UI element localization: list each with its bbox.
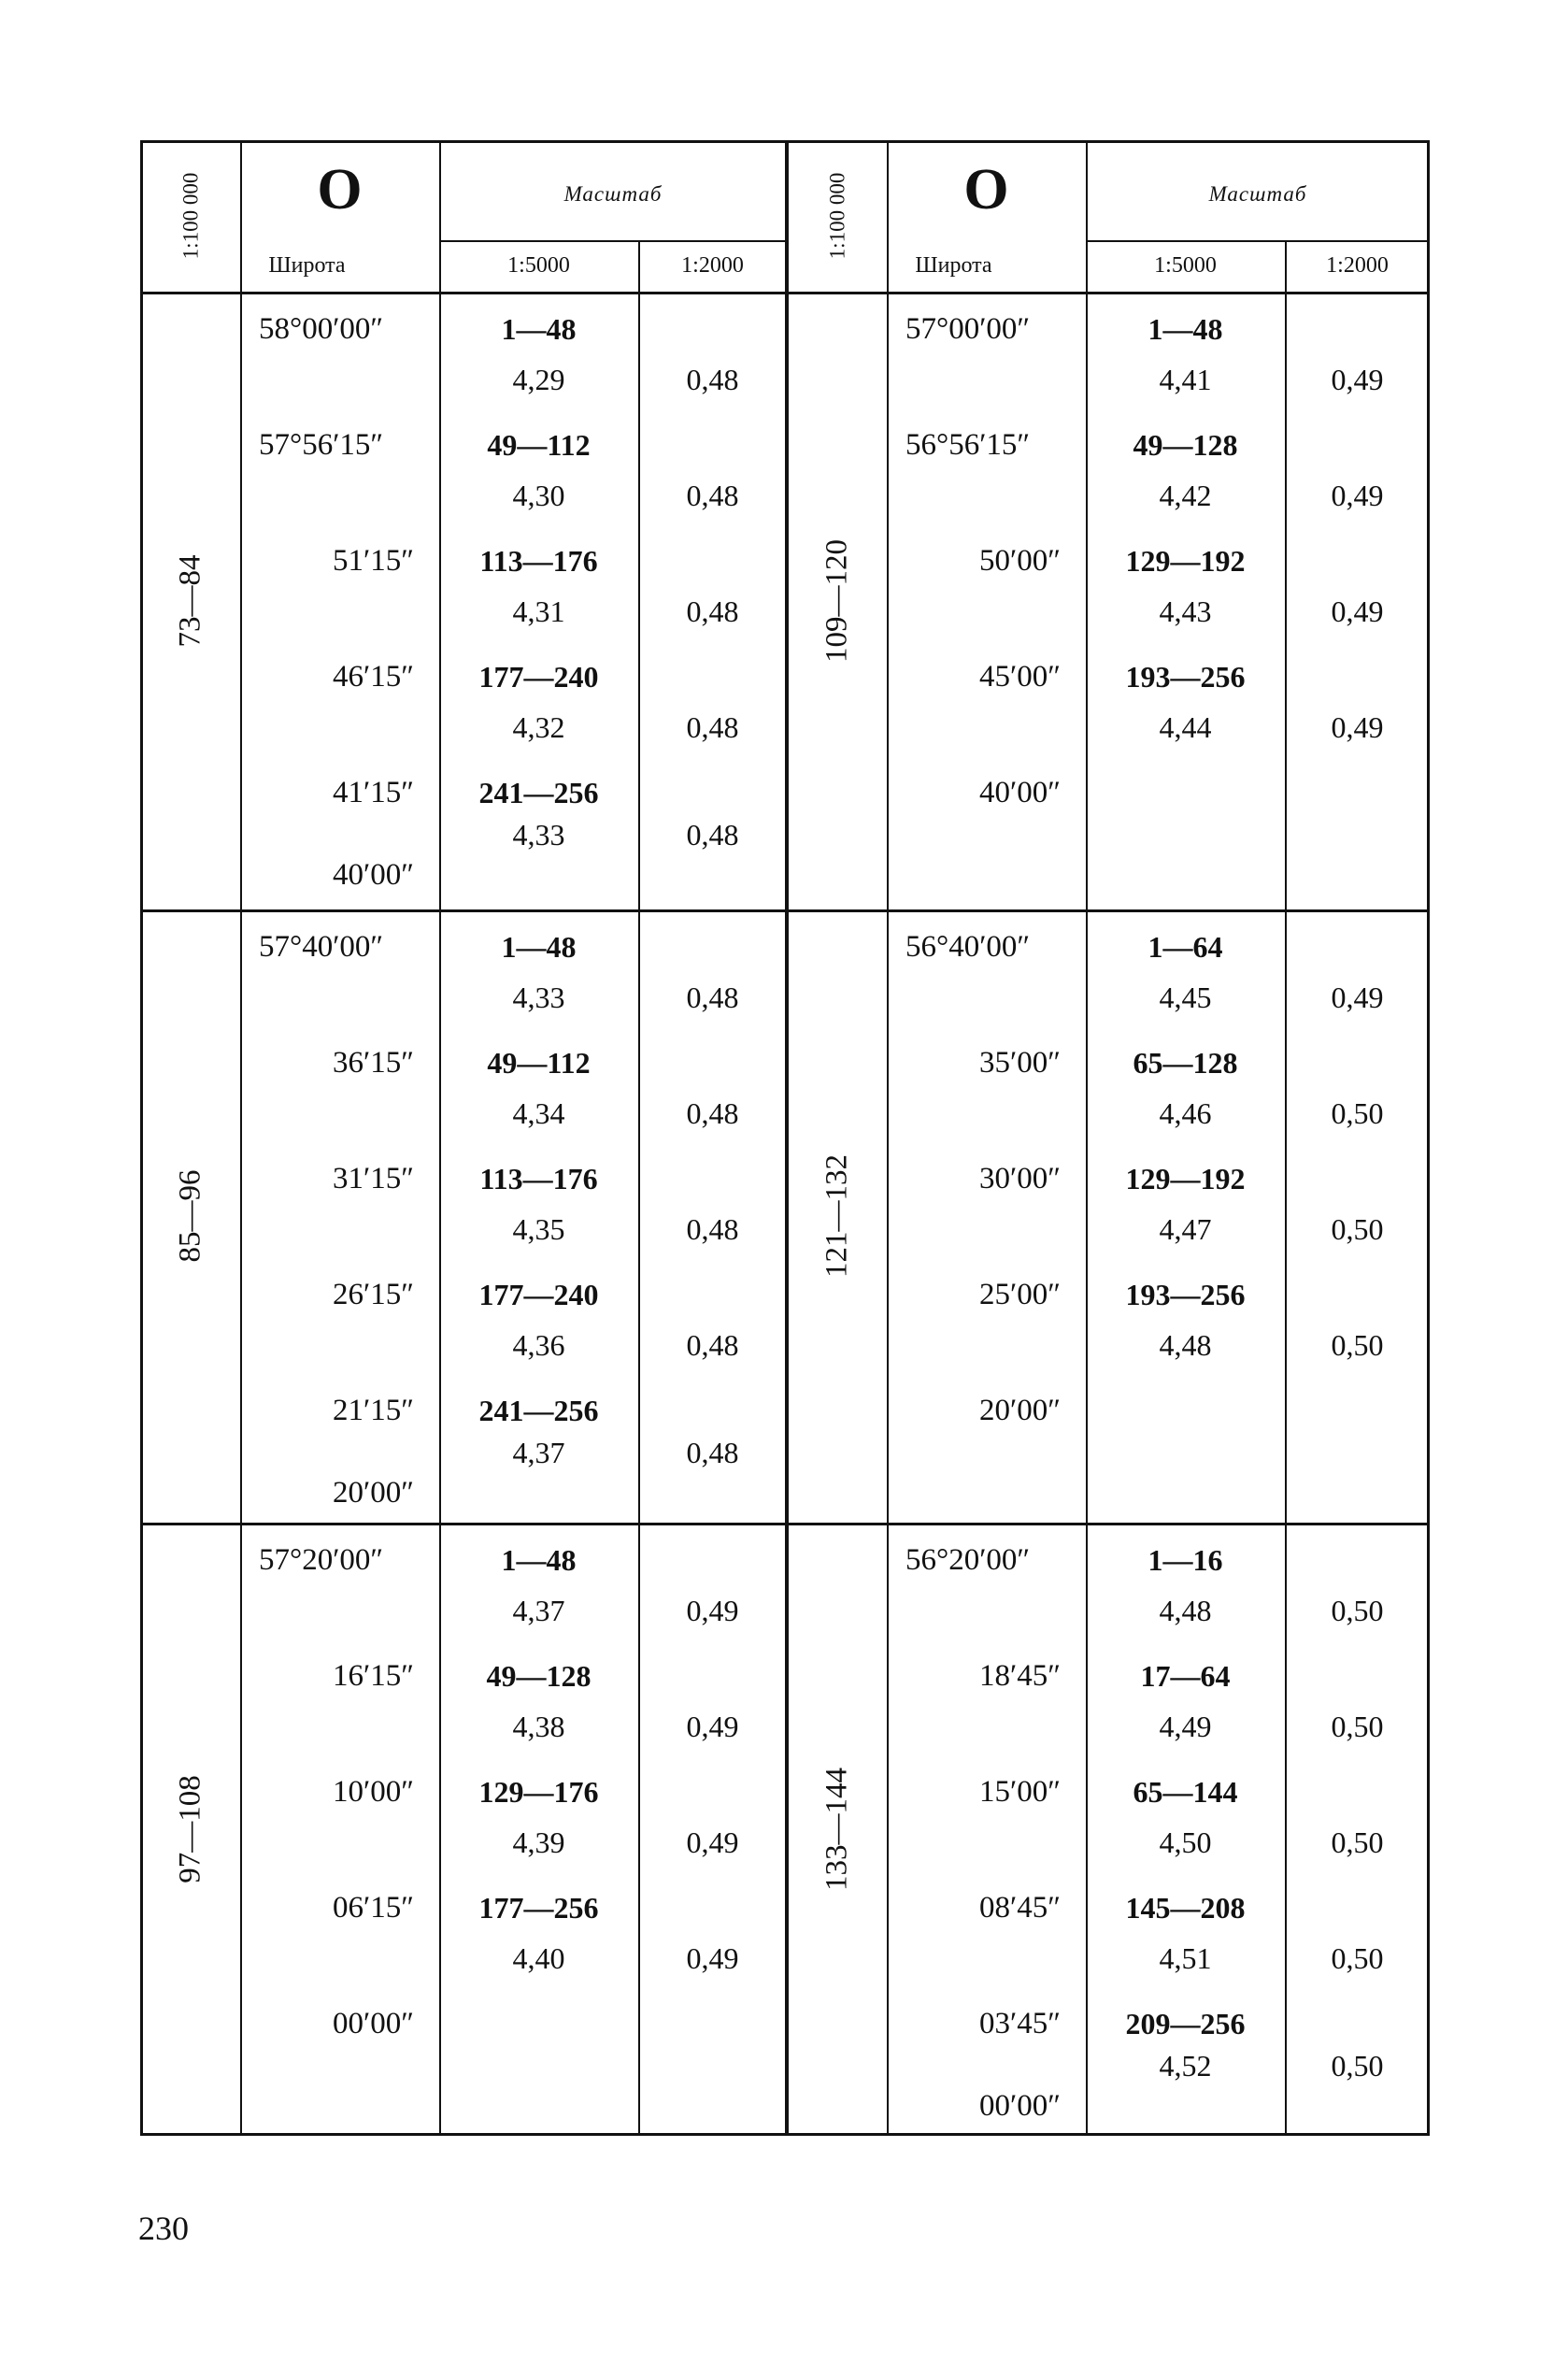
right-header-sub-line xyxy=(1086,240,1430,242)
latitude-value: 15′00″ xyxy=(979,1775,1061,1809)
sheet-range: 177—240 xyxy=(478,660,599,694)
page-number: 230 xyxy=(138,2210,189,2247)
latitude-end-value: 40′00″ xyxy=(979,776,1061,809)
scale-2000-value: 0,49 xyxy=(686,1825,739,1859)
sheet-range: 17—64 xyxy=(1140,1659,1231,1693)
latitude-value: 10′00″ xyxy=(333,1775,414,1809)
right-block-separator xyxy=(787,1523,1430,1525)
sheet-range: 209—256 xyxy=(1125,2007,1246,2040)
sheet-range: 241—256 xyxy=(478,776,599,809)
latitude-end-value: 20′00″ xyxy=(333,1476,414,1510)
scale-5000-value: 4,38 xyxy=(512,1710,565,1743)
latitude-value: 56°40′00″ xyxy=(905,930,1031,964)
scale-2000-value: 0,48 xyxy=(686,363,739,396)
latitude-value: 26′15″ xyxy=(333,1278,414,1311)
scale-5000-value: 4,36 xyxy=(512,1328,565,1362)
right-header-scale-label: Масштаб xyxy=(1208,182,1307,206)
sheet-range: 65—144 xyxy=(1133,1775,1238,1809)
scale-2000-value: 0,50 xyxy=(1331,1096,1384,1130)
scale-5000-value: 4,46 xyxy=(1159,1096,1212,1130)
latitude-value: 25′00″ xyxy=(979,1278,1061,1311)
scale-5000-value: 4,30 xyxy=(512,479,565,512)
latitude-value: 03′45″ xyxy=(979,2007,1061,2040)
sheet-range: 177—240 xyxy=(478,1278,599,1311)
scale-2000-value: 0,48 xyxy=(686,818,739,852)
latitude-value: 08′45″ xyxy=(979,1891,1061,1925)
scale-2000-value: 0,49 xyxy=(686,1941,739,1975)
right-block-range: 133—144 xyxy=(820,1768,853,1891)
scale-2000-value: 0,50 xyxy=(1331,1941,1384,1975)
table-border-left xyxy=(140,140,143,2136)
scale-5000-value: 4,32 xyxy=(512,710,565,744)
scale-5000-value: 4,45 xyxy=(1159,981,1212,1014)
right-header-scale-5000: 1:5000 xyxy=(1154,253,1217,278)
scale-2000-value: 0,50 xyxy=(1331,2049,1384,2083)
left-header-scale-label: Масштаб xyxy=(563,182,663,206)
scale-2000-value: 0,50 xyxy=(1331,1212,1384,1246)
latitude-value: 16′15″ xyxy=(333,1659,414,1693)
latitude-end-value: 20′00″ xyxy=(979,1394,1061,1427)
scale-5000-value: 4,42 xyxy=(1159,479,1212,512)
latitude-value: 57°20′00″ xyxy=(259,1543,384,1577)
left-header-scale-2000: 1:2000 xyxy=(681,253,744,278)
left-block-range: 97—108 xyxy=(173,1775,207,1883)
scale-5000-value: 4,35 xyxy=(512,1212,565,1246)
latitude-value: 57°00′00″ xyxy=(905,312,1031,346)
latitude-end-value: 00′00″ xyxy=(333,2007,414,2040)
left-block-range: 85—96 xyxy=(173,1169,207,1263)
left-header-bottom-line xyxy=(140,292,787,294)
left-col-line-lat xyxy=(439,140,441,2136)
scale-2000-value: 0,48 xyxy=(686,1212,739,1246)
scale-5000-value: 4,44 xyxy=(1159,710,1212,744)
sheet-range: 49—128 xyxy=(1133,428,1238,462)
latitude-value: 31′15″ xyxy=(333,1162,414,1195)
latitude-value: 45′00″ xyxy=(979,660,1061,694)
sheet-range: 193—256 xyxy=(1125,660,1246,694)
scale-5000-value: 4,31 xyxy=(512,594,565,628)
latitude-value: 56°56′15″ xyxy=(905,428,1031,462)
sheet-range: 1—48 xyxy=(501,312,577,346)
sheet-range: 65—128 xyxy=(1133,1046,1238,1080)
sheet-range: 145—208 xyxy=(1125,1891,1246,1925)
right-col-line-range xyxy=(887,140,889,2136)
scale-2000-value: 0,48 xyxy=(686,1328,739,1362)
sheet-range: 129—192 xyxy=(1125,1162,1246,1195)
latitude-end-value: 00′00″ xyxy=(979,2089,1061,2123)
scale-5000-value: 4,51 xyxy=(1159,1941,1212,1975)
scale-5000-value: 4,33 xyxy=(512,818,565,852)
latitude-value: 51′15″ xyxy=(333,544,414,578)
right-block-range: 109—120 xyxy=(820,538,853,663)
scale-2000-value: 0,49 xyxy=(1331,363,1384,396)
scale-5000-value: 4,37 xyxy=(512,1594,565,1627)
right-col-line-lat xyxy=(1086,140,1088,2136)
right-block-range: 121—132 xyxy=(820,1154,853,1278)
sheet-range: 129—176 xyxy=(478,1775,599,1809)
latitude-value: 46′15″ xyxy=(333,660,414,694)
scale-5000-value: 4,52 xyxy=(1159,2049,1212,2083)
latitude-end-value: 40′00″ xyxy=(333,858,414,892)
scale-5000-value: 4,34 xyxy=(512,1096,565,1130)
scale-5000-value: 4,39 xyxy=(512,1825,565,1859)
sheet-range: 129—192 xyxy=(1125,544,1246,578)
latitude-value: 57°40′00″ xyxy=(259,930,384,964)
scale-2000-value: 0,49 xyxy=(1331,981,1384,1014)
right-header-zone-letter: O xyxy=(963,158,1009,222)
left-header-sub-line xyxy=(439,240,787,242)
sheet-range: 1—48 xyxy=(501,1543,577,1577)
scale-5000-value: 4,48 xyxy=(1159,1328,1212,1362)
right-header-scale-2000: 1:2000 xyxy=(1326,253,1389,278)
scale-2000-value: 0,49 xyxy=(686,1594,739,1627)
sheet-range: 177—256 xyxy=(478,1891,599,1925)
left-col-line-5000 xyxy=(638,240,640,2136)
latitude-value: 56°20′00″ xyxy=(905,1543,1031,1577)
latitude-value: 06′15″ xyxy=(333,1891,414,1925)
scale-2000-value: 0,48 xyxy=(686,981,739,1014)
latitude-value: 30′00″ xyxy=(979,1162,1061,1195)
right-header-bottom-line xyxy=(787,292,1430,294)
sheet-range: 1—48 xyxy=(1147,312,1223,346)
sheet-range: 113—176 xyxy=(479,1162,598,1195)
scale-2000-value: 0,49 xyxy=(686,1710,739,1743)
left-block-range: 73—84 xyxy=(173,554,207,647)
left-header-latitude: Широта xyxy=(268,253,346,278)
sheet-range: 241—256 xyxy=(478,1394,599,1427)
sheet-range: 1—16 xyxy=(1147,1543,1223,1577)
scale-5000-value: 4,47 xyxy=(1159,1212,1212,1246)
scale-2000-value: 0,49 xyxy=(1331,710,1384,744)
scale-2000-value: 0,50 xyxy=(1331,1328,1384,1362)
sheet-range: 1—48 xyxy=(501,930,577,964)
scale-5000-value: 4,50 xyxy=(1159,1825,1212,1859)
left-col-line-range xyxy=(240,140,242,2136)
latitude-value: 50′00″ xyxy=(979,544,1061,578)
scale-5000-value: 4,48 xyxy=(1159,1594,1212,1627)
latitude-value: 18′45″ xyxy=(979,1659,1061,1693)
right-block-separator xyxy=(787,909,1430,912)
scale-2000-value: 0,49 xyxy=(1331,594,1384,628)
scale-5000-value: 4,29 xyxy=(512,363,565,396)
scale-5000-value: 4,40 xyxy=(512,1941,565,1975)
latitude-value: 36′15″ xyxy=(333,1046,414,1080)
scale-2000-value: 0,48 xyxy=(686,479,739,512)
left-header-zone-letter: O xyxy=(317,158,363,222)
left-block-separator xyxy=(140,1523,787,1525)
scale-2000-value: 0,50 xyxy=(1331,1825,1384,1859)
scale-5000-value: 4,43 xyxy=(1159,594,1212,628)
latitude-value: 35′00″ xyxy=(979,1046,1061,1080)
latitude-value: 21′15″ xyxy=(333,1394,414,1427)
right-col-line-5000 xyxy=(1285,240,1287,2136)
table-divider-middle xyxy=(785,140,789,2136)
scale-5000-value: 4,37 xyxy=(512,1436,565,1469)
scale-2000-value: 0,50 xyxy=(1331,1710,1384,1743)
sheet-range: 49—128 xyxy=(486,1659,592,1693)
scale-2000-value: 0,48 xyxy=(686,594,739,628)
right-header-latitude: Широта xyxy=(915,253,992,278)
scale-2000-value: 0,48 xyxy=(686,710,739,744)
sheet-range: 49—112 xyxy=(487,428,591,462)
left-header-scale-5000: 1:5000 xyxy=(507,253,570,278)
sheet-range: 1—64 xyxy=(1147,930,1223,964)
sheet-range: 113—176 xyxy=(479,544,598,578)
scale-table xyxy=(140,140,1430,2136)
scale-5000-value: 4,49 xyxy=(1159,1710,1212,1743)
sheet-range: 49—112 xyxy=(487,1046,591,1080)
scale-2000-value: 0,50 xyxy=(1331,1594,1384,1627)
latitude-value: 58°00′00″ xyxy=(259,312,384,346)
sheet-range: 193—256 xyxy=(1125,1278,1246,1311)
left-header-nomenclature: 1:100 000 xyxy=(178,172,202,260)
scale-2000-value: 0,48 xyxy=(686,1436,739,1469)
latitude-value: 57°56′15″ xyxy=(259,428,384,462)
right-header-nomenclature: 1:100 000 xyxy=(825,172,848,260)
scale-5000-value: 4,33 xyxy=(512,981,565,1014)
left-block-separator xyxy=(140,909,787,912)
scale-2000-value: 0,49 xyxy=(1331,479,1384,512)
table-border-right xyxy=(1427,140,1430,2136)
latitude-value: 41′15″ xyxy=(333,776,414,809)
scale-2000-value: 0,48 xyxy=(686,1096,739,1130)
scale-5000-value: 4,41 xyxy=(1159,363,1212,396)
